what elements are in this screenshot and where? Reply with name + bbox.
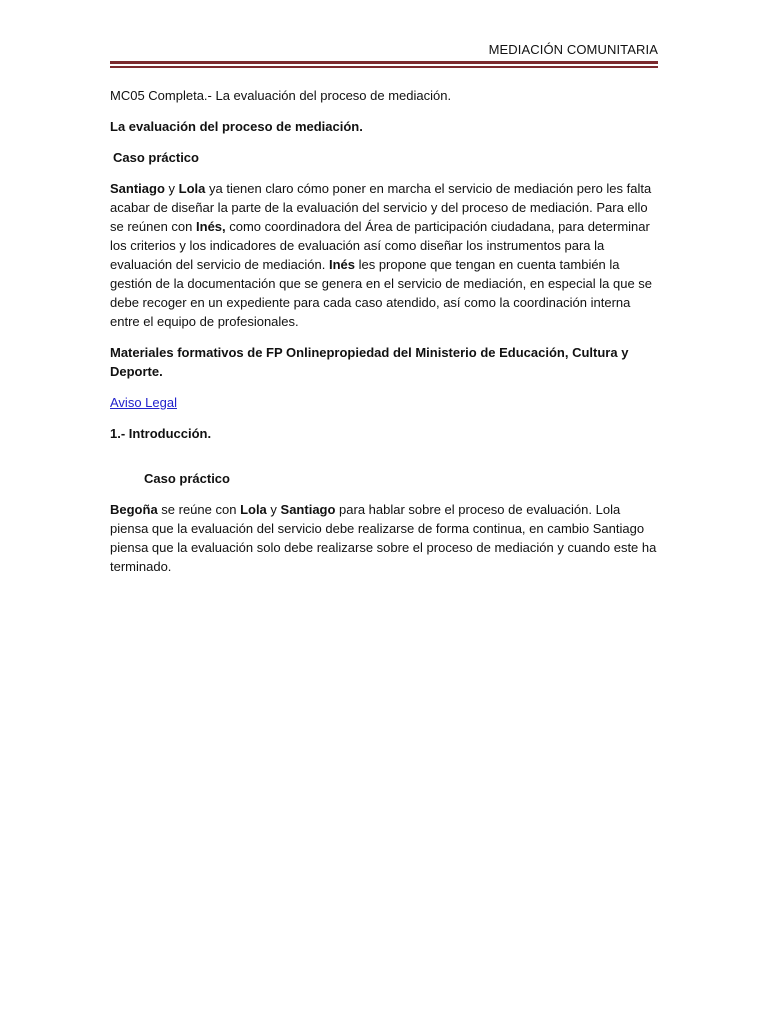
case-study-paragraph: [110, 179, 660, 331]
section-introduction-heading: 1.- Introducción.: [110, 426, 212, 441]
name-ines: Inés,: [196, 219, 226, 234]
text-segment: y: [266, 502, 281, 517]
legal-notice: [110, 393, 660, 412]
text-segment: para hablar sobre el proceso de evaluación. Lola piensa que la evaluación del servicio debe realizarse de forma continua, en cambio Santiago piensa que la evaluación solo debe realizarse sobre el proceso de mediación y cuando este ha terminado.: [110, 502, 657, 574]
text-segment: ya tienen claro cómo poner en marcha el servicio de mediación pero les falta acabar de diseñar la parte de la evaluación del servicio y del proceso de mediación. Para ello se reúnen con: [110, 181, 652, 234]
materials-credit: Materiales formativos de FP Onlinepropiedad del Ministerio de Educación, Cultura y Deporte.: [110, 345, 629, 379]
text-segment: como coordinadora del Área de participación ciudadana, para determinar los criterios y los indicadores de evaluación así como diseñar los instrumentos para la evaluación del servicio de mediación.: [110, 219, 650, 272]
running-header: MEDIACIÓN COMUNITARIA: [488, 42, 658, 57]
header-rule: [110, 61, 658, 68]
header-rule-thin: [110, 66, 658, 68]
text-segment: se reúne con: [157, 502, 241, 517]
text-segment: les propone que tengan en cuenta también la gestión de la documentación que se genera en el servicio de mediación, en especial la que se debe recoger en un expediente para cada caso atendido, así como la coordinación interna entre el equipo de profesionales.: [110, 257, 653, 329]
text-segment: y: [164, 181, 179, 196]
name-santiago: Santiago: [280, 502, 336, 517]
name-santiago: Santiago: [110, 181, 165, 196]
document-title-line: MC05 Completa.- La evaluación del proceso de mediación.: [110, 88, 452, 103]
spacer: [110, 455, 660, 469]
name-begona: Begoña: [110, 502, 158, 517]
case-study-paragraph-2: [110, 500, 660, 576]
case-study-title: Caso práctico: [113, 150, 199, 165]
document-body: [110, 86, 660, 588]
section-heading: La evaluación del proceso de mediación.: [110, 119, 363, 134]
name-lola: Lola: [178, 181, 206, 196]
legal-notice-link[interactable]: Aviso Legal: [110, 395, 177, 410]
name-ines-2: Inés: [328, 257, 355, 272]
case-study-title-2: Caso práctico: [144, 471, 230, 486]
name-lola: Lola: [240, 502, 267, 517]
